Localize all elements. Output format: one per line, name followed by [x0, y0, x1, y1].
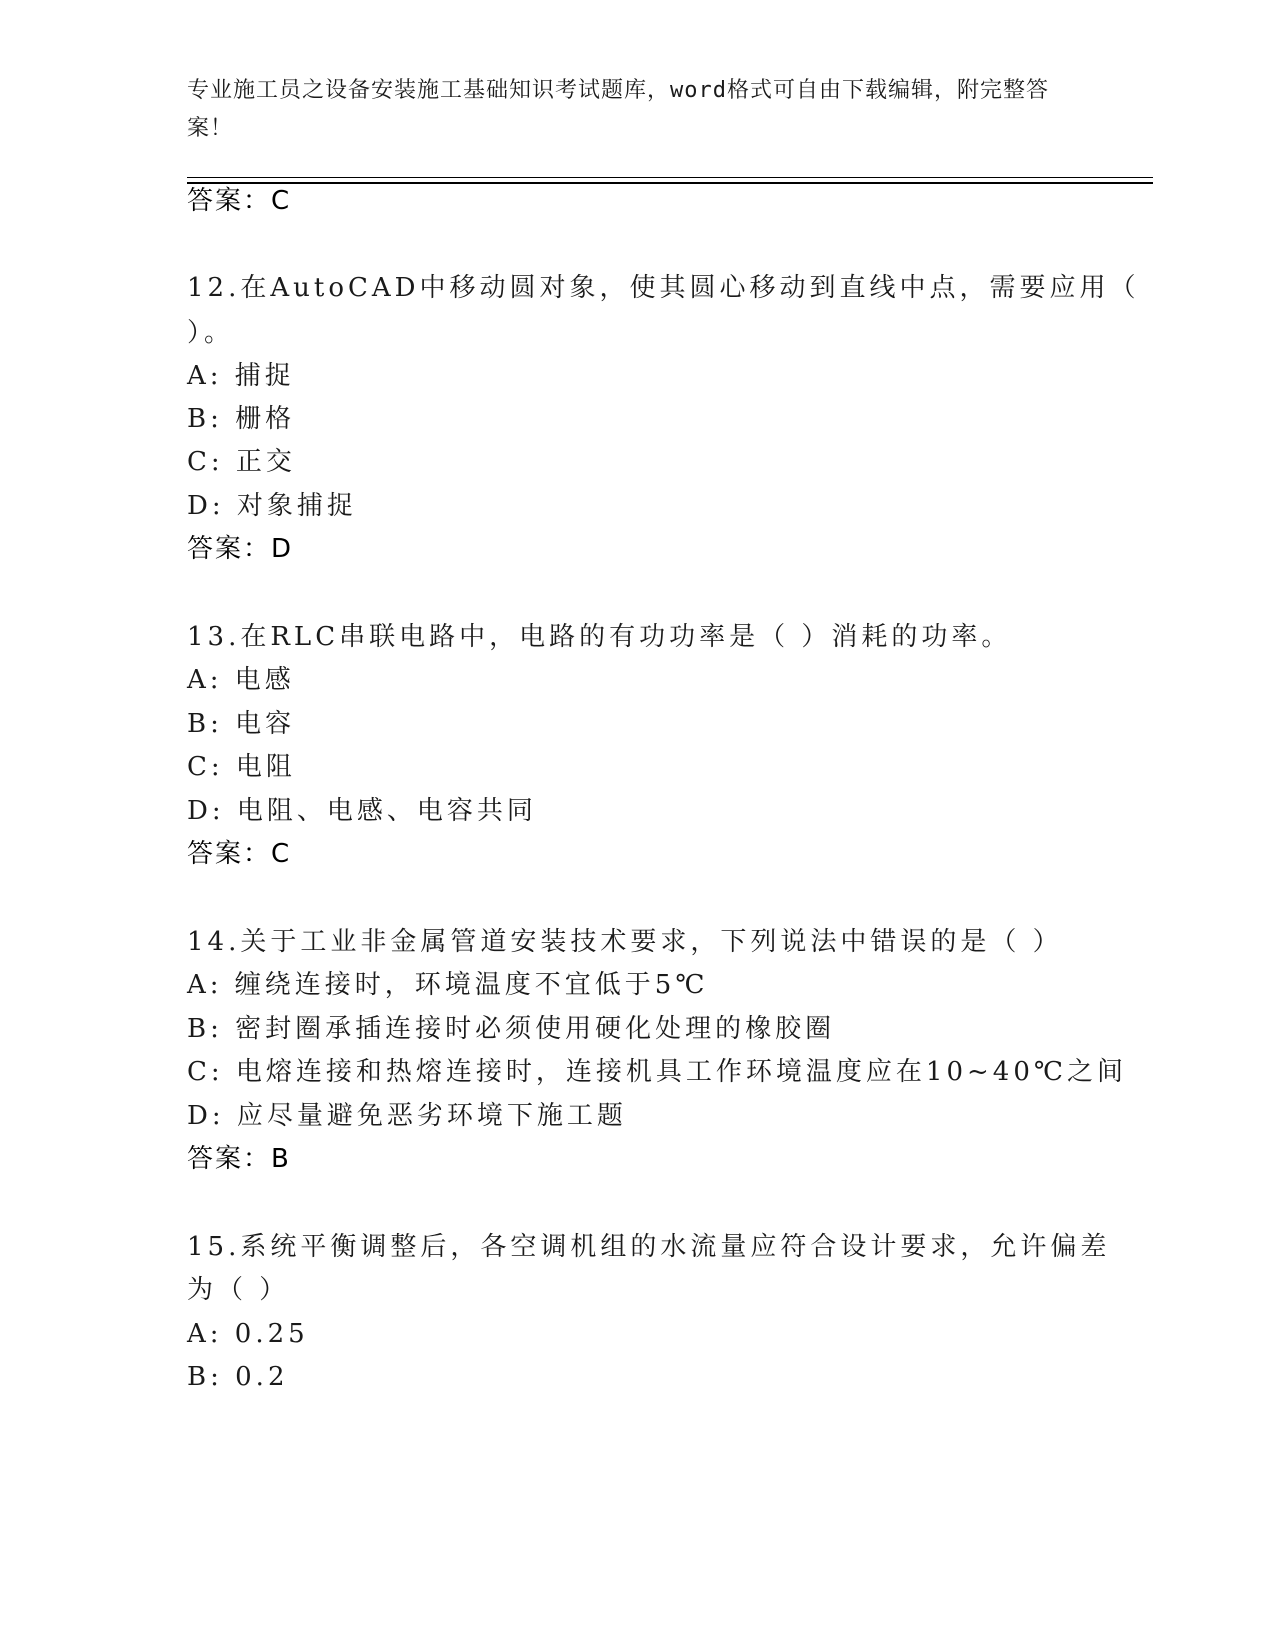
document-header: 专业施工员之设备安装施工基础知识考试题库，word格式可自由下载编辑，附完整答案！	[187, 78, 1049, 141]
question-14-option-d: D: 应尽量避免恶劣环境下施工题	[187, 1101, 627, 1131]
question-15-stem: 15.系统平衡调整后，各空调机组的水流量应符合设计要求，允许偏差	[187, 1232, 1111, 1262]
question-14-option-b: B: 密封圈承插连接时必须使用硬化处理的橡胶圈	[187, 1014, 836, 1044]
question-14-option-c: C: 电熔连接和热熔连接时，连接机具工作环境温度应在10~40℃之间	[187, 1057, 1127, 1087]
question-14-option-a: A: 缠绕连接时，环境温度不宜低于5℃	[187, 970, 709, 1000]
question-13-stem: 13.在RLC串联电路中，电路的有功功率是（ ）消耗的功率。	[187, 622, 1012, 652]
question-12-option-a: A: 捕捉	[187, 361, 295, 391]
question-14-stem: 14.关于工业非金属管道安装技术要求，下列说法中错误的是（ ）	[187, 927, 1063, 957]
question-12-stem: 12.在AutoCAD中移动圆对象，使其圆心移动到直线中点，需要应用（	[187, 273, 1140, 303]
question-13-option-d: D: 电阻、电感、电容共同	[187, 796, 537, 826]
question-12-stem-cont: ）。	[187, 318, 235, 348]
question-15-stem-cont: 为（ ）	[187, 1275, 290, 1305]
question-13-answer: 答案：C	[187, 839, 292, 869]
question-15-option-b: B: 0.2	[187, 1362, 289, 1392]
question-12-option-b: B: 栅格	[187, 404, 296, 434]
header-rule-bottom	[187, 182, 1153, 184]
question-13-option-b: B: 电容	[187, 709, 296, 739]
question-12-option-d: D: 对象捕捉	[187, 491, 357, 521]
question-13-option-c: C: 电阻	[187, 752, 296, 782]
question-12-answer: 答案：D	[187, 534, 294, 564]
answer-11: 答案：C	[187, 186, 292, 216]
question-13-option-a: A: 电感	[187, 665, 295, 695]
header-rule-top	[187, 177, 1153, 178]
question-14-answer: 答案：B	[187, 1144, 291, 1174]
question-12-option-c: C: 正交	[187, 447, 296, 477]
question-15-option-a: A: 0.25	[187, 1319, 309, 1349]
